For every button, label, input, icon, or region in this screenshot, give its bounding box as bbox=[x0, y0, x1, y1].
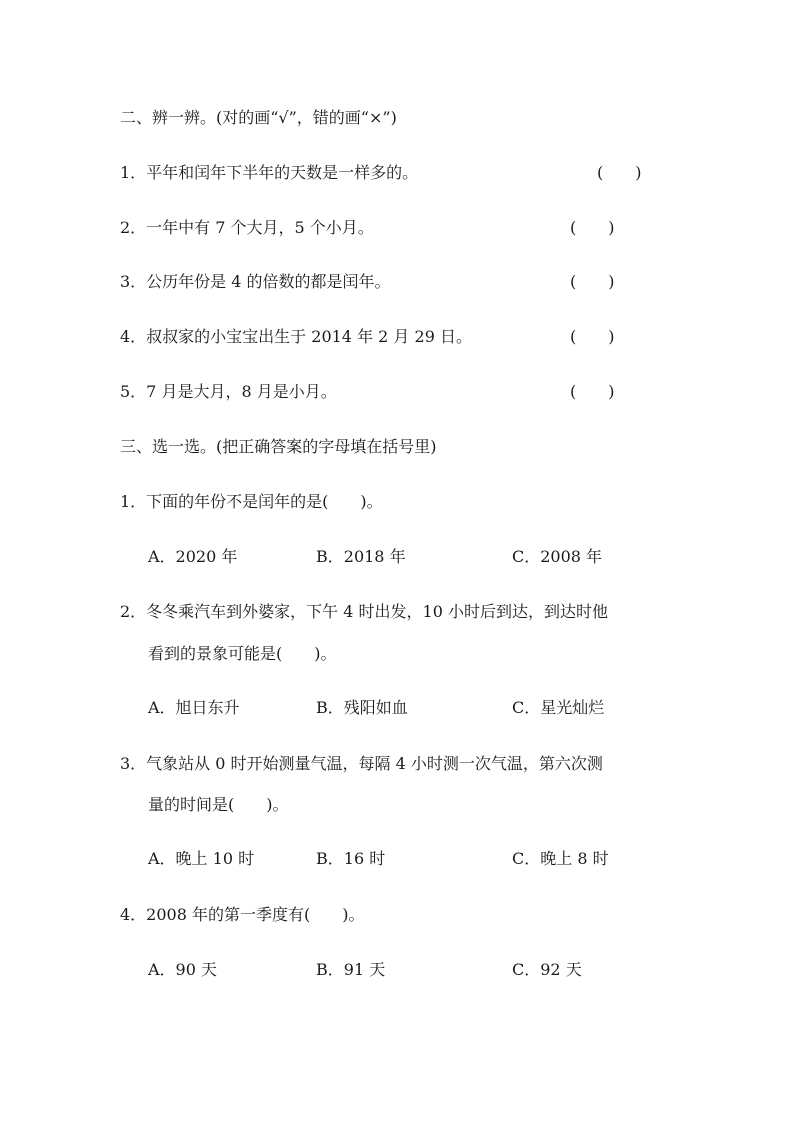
answer-paren-5[interactable]: ( ) bbox=[570, 382, 615, 401]
q3-option-a: A．晚上 10 时 bbox=[148, 849, 255, 868]
answer-paren-2[interactable]: ( ) bbox=[570, 218, 615, 237]
q2-option-a: A．旭日东升 bbox=[148, 698, 240, 717]
q1-option-c: C．2008 年 bbox=[512, 547, 603, 566]
choice-question-4: 4．2008 年的第一季度有( )。 bbox=[120, 905, 365, 924]
q4-option-a: A．90 天 bbox=[148, 960, 218, 979]
choice-question-3-line-1: 3．气象站从 0 时开始测量气温，每隔 4 小时测一次气温，第六次测 bbox=[120, 754, 603, 773]
q2-option-c: C．星光灿烂 bbox=[512, 698, 605, 717]
choice-question-1: 1．下面的年份不是闰年的是( )。 bbox=[120, 492, 383, 511]
judge-item-4: 4．叔叔家的小宝宝出生于 2014 年 2 月 29 日。 bbox=[120, 327, 472, 346]
answer-paren-1[interactable]: ( ) bbox=[597, 163, 642, 182]
choice-question-3-line-2: 量的时间是( )。 bbox=[148, 795, 289, 814]
choice-question-2-line-2: 看到的景象可能是( )。 bbox=[148, 644, 337, 663]
answer-paren-3[interactable]: ( ) bbox=[570, 272, 615, 291]
q3-option-c: C．晚上 8 时 bbox=[512, 849, 609, 868]
section-3-heading: 三、选一选。(把正确答案的字母填在括号里) bbox=[120, 437, 437, 456]
judge-item-5: 5．7 月是大月，8 月是小月。 bbox=[120, 382, 337, 401]
q2-option-b: B．残阳如血 bbox=[316, 698, 408, 717]
q4-option-b: B．91 天 bbox=[316, 960, 386, 979]
choice-question-2-line-1: 2．冬冬乘汽车到外婆家，下午 4 时出发，10 小时后到达，到达时他 bbox=[120, 602, 608, 621]
judge-item-1: 1．平年和闰年下半年的天数是一样多的。 bbox=[120, 163, 419, 182]
q1-option-a: A．2020 年 bbox=[148, 547, 238, 566]
q4-option-c: C．92 天 bbox=[512, 960, 582, 979]
q3-option-b: B．16 时 bbox=[316, 849, 386, 868]
q1-option-b: B．2018 年 bbox=[316, 547, 406, 566]
answer-paren-4[interactable]: ( ) bbox=[570, 327, 615, 346]
judge-item-3: 3．公历年份是 4 的倍数的都是闰年。 bbox=[120, 272, 391, 291]
section-2-heading: 二、辨一辨。(对的画“√”，错的画“×”) bbox=[120, 108, 397, 127]
judge-item-2: 2．一年中有 7 个大月，5 个小月。 bbox=[120, 218, 374, 237]
